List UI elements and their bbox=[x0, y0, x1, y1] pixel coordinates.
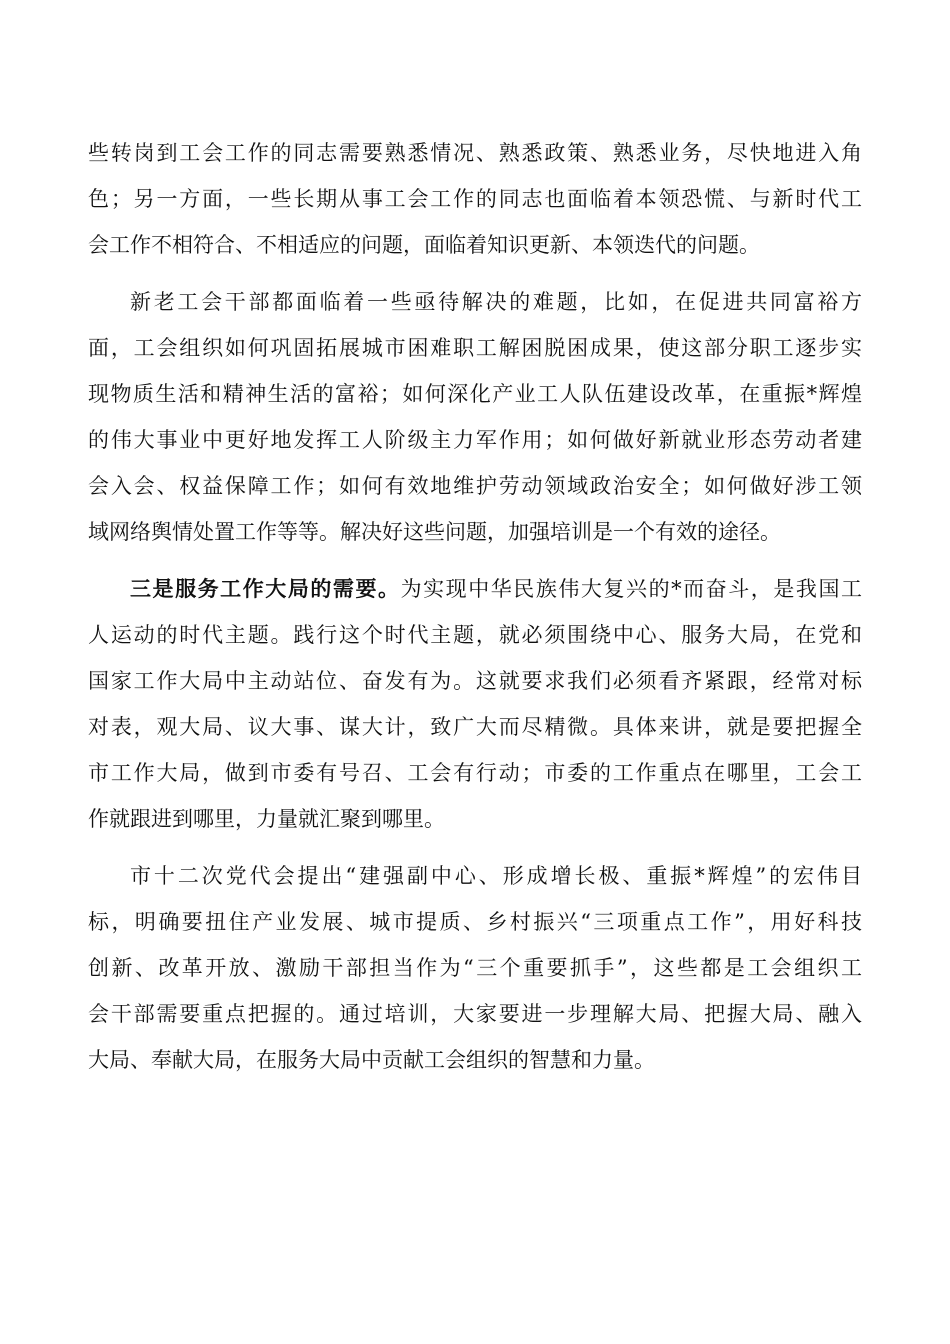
text-line: 标，明确要扭住产业发展、城市提质、乡村振兴“三项重点工作”，用好科技 bbox=[88, 910, 862, 934]
paragraph-1 bbox=[88, 130, 862, 268]
text-line: 市工作大局，做到市委有号召、工会有行动；市委的工作重点在哪里，工会工 bbox=[88, 761, 862, 785]
text-line: 些转岗到工会工作的同志需要熟悉情况、熟悉政策、熟悉业务，尽快地进入角 bbox=[88, 141, 862, 165]
text-line: 大局、奉献大局，在服务大局中贡献工会组织的智慧和力量。 bbox=[88, 1048, 655, 1072]
section-heading-inline: 三是服务工作大局的需要。 bbox=[130, 576, 401, 601]
text-line: 新老工会干部都面临着一些亟待解决的难题，比如，在促进共同富裕方 bbox=[130, 290, 862, 314]
paragraph-2 bbox=[88, 279, 862, 555]
text-line: 作就跟进到哪里，力量就汇聚到哪里。 bbox=[88, 807, 445, 831]
text-line: 的伟大事业中更好地发挥工人阶级主力军作用；如何做好新就业形态劳动者建 bbox=[88, 428, 862, 452]
text-line bbox=[88, 566, 862, 612]
text-line: 对表，观大局、议大事、谋大计，致广大而尽精微。具体来讲，就是要把握全 bbox=[88, 715, 862, 739]
text-line: 人运动的时代主题。践行这个时代主题，就必须围绕中心、服务大局，在党和 bbox=[88, 623, 862, 647]
paragraph-3 bbox=[88, 566, 862, 842]
text-line: 会入会、权益保障工作；如何有效地维护劳动领域政治安全；如何做好涉工领 bbox=[88, 474, 862, 498]
text-line: 会干部需要重点把握的。通过培训，大家要进一步理解大局、把握大局、融入 bbox=[88, 1002, 862, 1026]
text-line: 市十二次党代会提出“建强副中心、形成增长极、重振*辉煌”的宏伟目 bbox=[130, 864, 862, 888]
text-run: 为实现中华民族伟大复兴的*而奋斗，是我国工 bbox=[400, 577, 862, 601]
text-line: 会工作不相符合、不相适应的问题，面临着知识更新、本领迭代的问题。 bbox=[88, 233, 760, 257]
text-line: 国家工作大局中主动站位、奋发有为。这就要求我们必须看齐紧跟，经常对标 bbox=[88, 669, 862, 693]
document-body bbox=[88, 130, 862, 1094]
paragraph-4 bbox=[88, 853, 862, 1083]
text-line: 创新、改革开放、激励干部担当作为“三个重要抓手”，这些都是工会组织工 bbox=[88, 956, 862, 980]
text-line: 域网络舆情处置工作等等。解决好这些问题，加强培训是一个有效的途径。 bbox=[88, 520, 781, 544]
text-line: 现物质生活和精神生活的富裕；如何深化产业工人队伍建设改革，在重振*辉煌 bbox=[88, 382, 862, 406]
text-line: 面，工会组织如何巩固拓展城市困难职工解困脱困成果，使这部分职工逐步实 bbox=[88, 336, 862, 360]
text-line: 色；另一方面，一些长期从事工会工作的同志也面临着本领恐慌、与新时代工 bbox=[88, 187, 862, 211]
